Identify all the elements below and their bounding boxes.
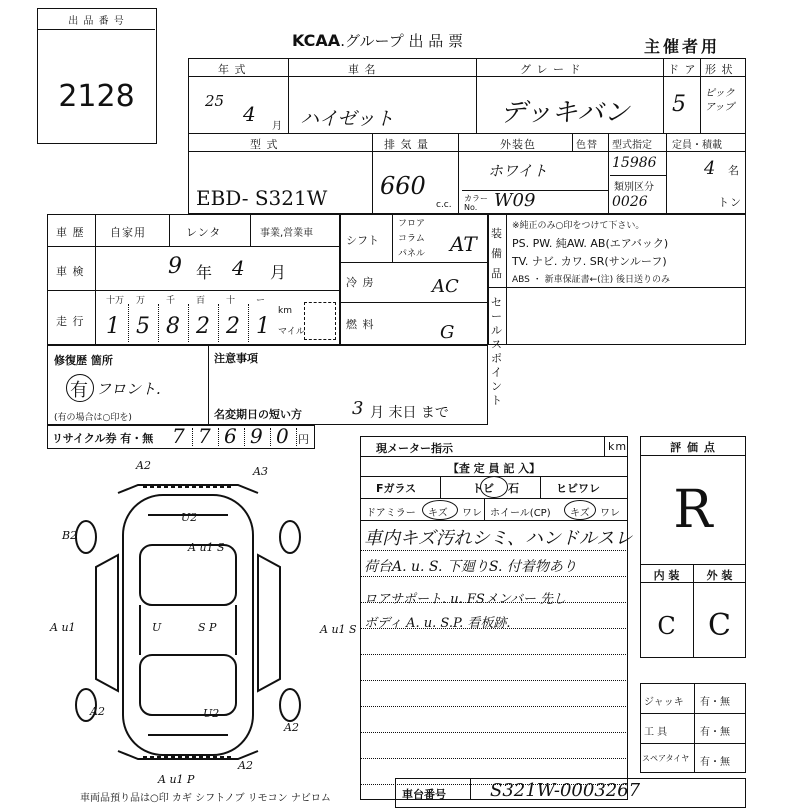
- aircon-label: 冷 房: [346, 276, 375, 289]
- type-spec-value: 15986: [612, 155, 657, 171]
- mileage-header: 十万: [106, 296, 125, 306]
- mark-au1s-right: A u1 S: [320, 623, 357, 636]
- tool-jack-label: ジャッキ: [644, 697, 684, 708]
- lot-box: [37, 8, 157, 144]
- tool-spare-label: スペアタイヤ: [642, 754, 690, 763]
- color-change-label: 色替: [576, 140, 598, 151]
- inspector-title: 【査 定 員 記 入】: [447, 462, 541, 475]
- fuel-label: 燃 料: [346, 318, 375, 331]
- displacement-value: 660: [380, 172, 426, 200]
- deadline-text: 月 末日 まで: [370, 405, 449, 421]
- glass-stone: 石: [508, 482, 520, 495]
- mile-label: マイル: [278, 327, 305, 337]
- repair-value: 有: [70, 380, 88, 401]
- mileage-header: ー: [256, 296, 266, 306]
- fuel-value: G: [440, 322, 455, 343]
- chassis-value: S321W-0003267: [490, 780, 641, 801]
- recycle-digit: 7: [172, 424, 185, 448]
- mark-a2-top: A2: [136, 459, 151, 472]
- mileage-unit-box: [304, 302, 336, 340]
- car-diagram: [48, 455, 357, 786]
- tool-jack-value: 有・無: [700, 697, 730, 708]
- equip-note: ※純正のみ○印をつけて下さい。: [512, 221, 645, 231]
- repair-label: 修復歴 箇所: [54, 354, 113, 367]
- mark-a3-top: A3: [253, 465, 268, 478]
- mileage-digit: 2: [226, 314, 240, 339]
- mark-u2-rear: U2: [203, 707, 220, 720]
- mirror-crack: ワレ: [462, 508, 482, 519]
- mirror-scratch: キズ: [428, 508, 448, 519]
- doors-value: 5: [672, 92, 686, 117]
- tool-tools-value: 有・無: [700, 727, 730, 738]
- mark-au1-left: A u1: [50, 621, 76, 634]
- interior-label: 内 装: [653, 569, 680, 582]
- deadline-label: 名変期日の短い方: [214, 408, 302, 421]
- inspection-year: 9: [168, 254, 182, 279]
- equip-line2: TV. ナビ. カワ. SR(サンルーフ): [512, 255, 667, 268]
- wheel-scratch: キズ: [570, 508, 590, 519]
- year-label: 年 式: [218, 63, 247, 76]
- shift-value: AT: [450, 232, 477, 256]
- inspector-note-1: 車内キズ汚れシミ、ハンドルスレ: [364, 528, 633, 549]
- organizer-label: 主催者用: [644, 37, 721, 56]
- wheel-circle: [564, 500, 596, 520]
- mileage-digit: 1: [256, 314, 270, 339]
- shift-column: コラム: [398, 234, 425, 244]
- inspector-note-3: ロアサポート. u. FSメンバー 先し: [364, 592, 567, 607]
- class-label: 類別区分: [614, 182, 654, 193]
- displacement-label: 排 気 量: [384, 138, 429, 151]
- repair-sub: (有の場合は○印を): [54, 413, 132, 423]
- mark-a2-right-rear: A2: [284, 721, 299, 734]
- tool-tools-label: 工 具: [644, 727, 668, 738]
- name-label: 車 名: [348, 63, 377, 76]
- tool-spare-value: 有・無: [700, 757, 730, 768]
- inspector-note-2: 荷台A. u. S. 下廻りS. 付着物あり: [364, 559, 577, 575]
- mark-u-center: U: [152, 621, 162, 634]
- glass-crack: ヒビワレ: [556, 482, 600, 495]
- aircon-value: AC: [432, 276, 459, 297]
- score-label: 評 価 点: [670, 441, 716, 454]
- color-no-value: W09: [494, 190, 536, 211]
- km-label: km: [278, 306, 292, 316]
- mileage-header: 十: [226, 296, 236, 306]
- repair-detail: フロント.: [96, 380, 161, 398]
- load-unit: トン: [718, 196, 742, 209]
- wheel-label: ホイール(CP): [490, 508, 551, 519]
- history-opt-private: 自家用: [110, 226, 146, 239]
- shift-panel: パネル: [398, 249, 426, 259]
- model-value: EBD- S321W: [196, 186, 328, 210]
- sales-point-label: セールスポイント: [491, 296, 502, 407]
- mileage-digit: 1: [106, 314, 120, 339]
- year-era: 25: [205, 92, 225, 110]
- inspection-label: 車 検: [56, 265, 85, 278]
- notes-label: 注意事項: [214, 352, 258, 365]
- equip-label: 装 備 品: [491, 227, 502, 280]
- mirror-label: ドアミラー: [366, 508, 416, 519]
- mileage-label: 走 行: [56, 315, 85, 328]
- cc-label: c.c.: [436, 200, 452, 210]
- wheel-crack: ワレ: [600, 508, 620, 519]
- inspection-y: 年: [196, 263, 214, 282]
- header-title: [292, 30, 463, 51]
- glass-label: Fガラス: [376, 482, 417, 495]
- year-month: 4: [243, 102, 256, 126]
- score-value: R: [673, 480, 713, 540]
- repair-circle: [66, 374, 94, 402]
- recycle-digit: 0: [276, 424, 289, 448]
- color-no-label: カラー No.: [464, 194, 488, 212]
- brand-logo: KCAA: [292, 31, 341, 50]
- inspector-note-4: ボディ A. u. S.P. 看板跡.: [364, 616, 511, 631]
- color-label: 外装色: [500, 138, 536, 151]
- inspection-m: 月: [270, 263, 288, 282]
- exterior-value: C: [708, 608, 731, 643]
- color-value: ホワイト: [488, 162, 548, 180]
- equip-line1: PS. PW. 純AW. AB(エアバック): [512, 237, 669, 250]
- header-rest: .グループ 出 品 票: [340, 32, 464, 50]
- mark-u2-front: U2: [181, 511, 198, 524]
- shape-label: 形 状: [705, 63, 734, 76]
- recycle-unit: 円: [298, 433, 310, 446]
- capacity-value: 4: [704, 158, 716, 179]
- glass-chip: トビ: [472, 482, 494, 495]
- mileage-header: 百: [196, 296, 206, 306]
- grade-value: デッキバン: [500, 98, 630, 128]
- mileage-header: 万: [136, 296, 146, 306]
- capacity-label: 定員・積載: [672, 140, 722, 151]
- mark-au1s-hood: A u1 S: [188, 541, 225, 554]
- mark-a2-bottom: A2: [238, 759, 253, 772]
- shift-floor: フロア: [398, 219, 426, 229]
- deadline-month: 3: [352, 398, 364, 419]
- mileage-digit: 8: [166, 314, 180, 339]
- class-value: 0026: [612, 194, 648, 210]
- exterior-label: 外 装: [706, 569, 733, 582]
- inspection-month: 4: [232, 256, 245, 280]
- recycle-digit: 9: [250, 424, 263, 448]
- lot-label: 出 品 番 号: [68, 16, 125, 27]
- mileage-header: 千: [166, 296, 176, 306]
- model-label: 型 式: [250, 138, 279, 151]
- mark-a2-left-rear: A2: [90, 705, 105, 718]
- grade-label: グ レ ー ド: [520, 63, 582, 76]
- keys-line: 車両品預り品は○印 カギ シフトノブ リモコン ナビロム: [80, 793, 331, 804]
- mirror-circle: [422, 500, 458, 520]
- car-name: ハイゼット: [300, 108, 395, 130]
- mileage-digit: 5: [136, 314, 150, 339]
- capacity-unit: 名: [728, 164, 740, 177]
- history-opt-rental: レンタ: [186, 226, 222, 239]
- history-label: 車 歴: [56, 226, 85, 239]
- type-spec-label: 型式指定: [612, 140, 652, 151]
- chassis-label: 車台番号: [402, 788, 446, 801]
- mileage-digit: 2: [196, 314, 210, 339]
- mark-au1p-bottom: A u1 P: [158, 773, 195, 786]
- doors-label: ド ア: [668, 63, 697, 76]
- recycle-digit: 7: [198, 424, 211, 448]
- recycle-digit: 6: [224, 424, 237, 448]
- chip-circle: [480, 476, 508, 498]
- month-suffix: 月: [272, 121, 283, 132]
- mark-b2-left: B2: [62, 529, 78, 542]
- shape-value: ピック アップ: [705, 88, 735, 113]
- mark-sp-center: S P: [198, 621, 217, 634]
- meter-label: 現メーター指示: [376, 442, 453, 455]
- recycle-label: リサイクル券 有・無: [52, 432, 154, 445]
- lot-number: 2128: [58, 79, 135, 114]
- shift-label: シフト: [346, 234, 379, 247]
- meter-unit: km: [608, 440, 628, 453]
- equip-line3: ABS ・ 新車保証書←(注) 後日送りのみ: [512, 275, 671, 285]
- interior-value: C: [657, 612, 676, 640]
- history-opt-business: 事業,営業車: [260, 228, 314, 239]
